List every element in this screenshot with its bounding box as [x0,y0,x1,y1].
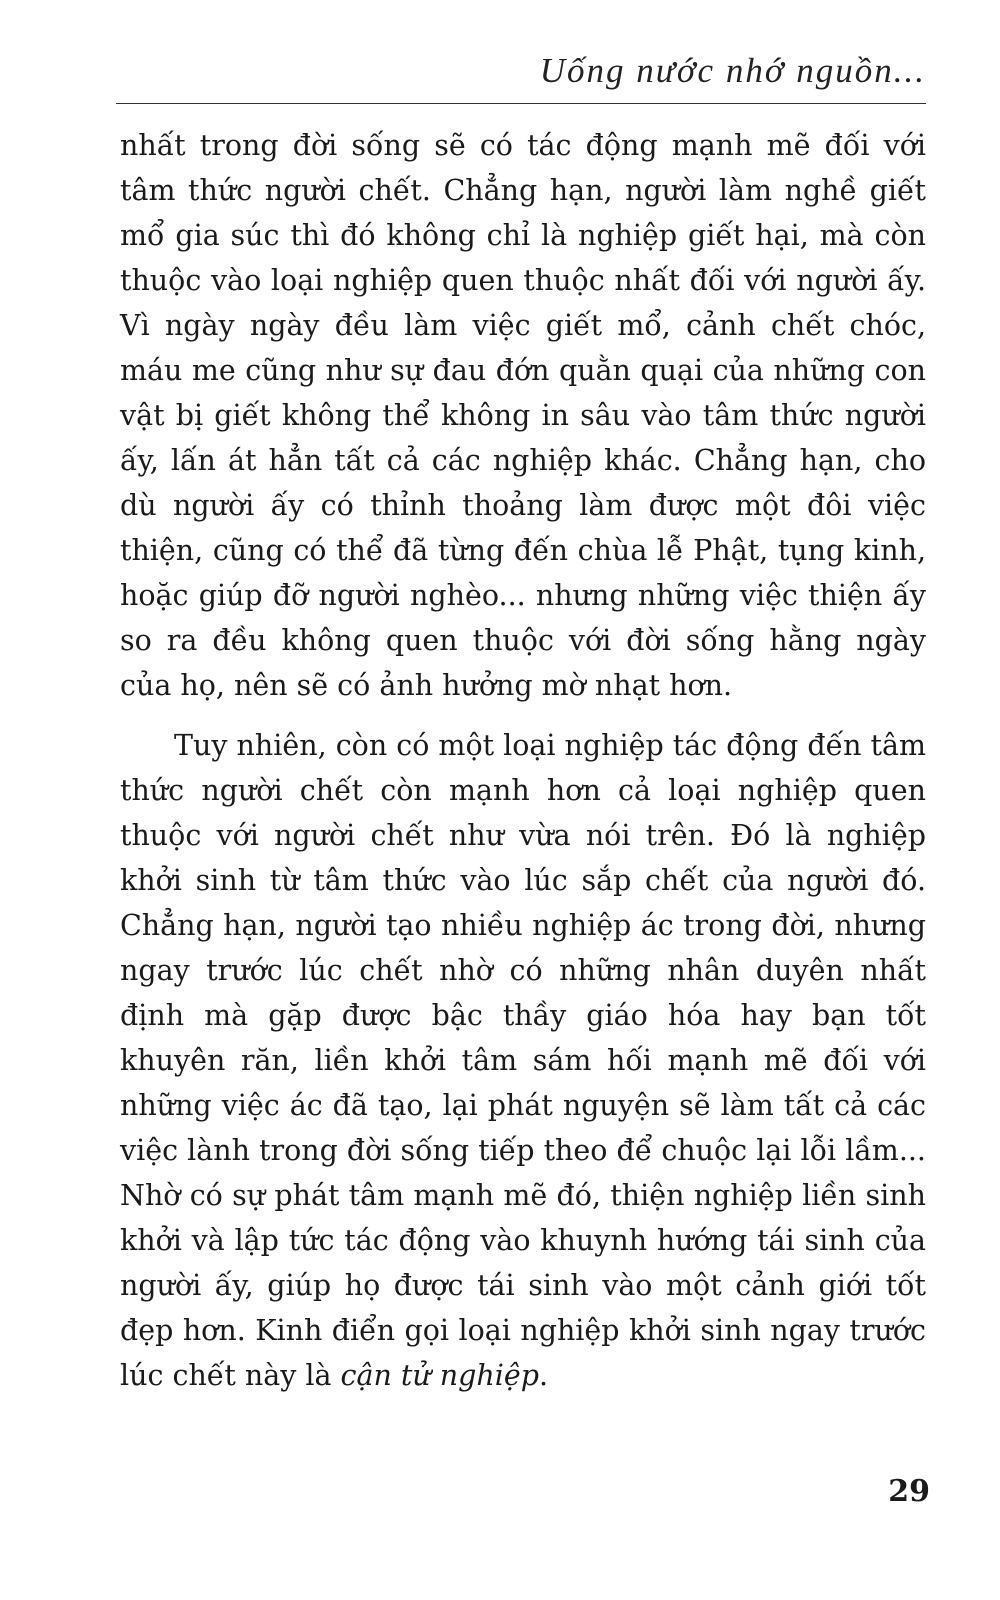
header-divider [116,103,926,104]
paragraph-2-end: . [538,1359,549,1392]
running-header-title: Uống nước nhớ nguồn... [539,51,926,90]
paragraph-2 [120,723,926,1398]
page-number: 29 [888,1474,930,1509]
page-body [120,123,926,1398]
paragraph-2-term: cận tử nghiệp [340,1359,539,1392]
paragraph-2-text: Tuy nhiên, còn có một loại nghiệp tác động đến tâm thức người chết còn mạnh hơn cả loại nghiệp quen thuộc với người chết như vừa nói trên. Đó là nghiệp khởi sinh từ tâm thức vào lúc sắp chết của người đó. Chẳng hạn, người tạo nhiều nghiệp ác trong đời, nhưng ngay trước lúc chết nhờ có những nhân duyên nhất định mà gặp được bậc thầy giáo hóa hay bạn tốt khuyên răn, liền khởi tâm sám hối mạnh mẽ đối với những việc ác đã tạo, lại phát nguyện sẽ làm tất cả các việc lành trong đời sống tiếp theo để chuộc lại lỗi lầm... Nhờ có sự phát tâm mạnh mẽ đó, thiện nghiệp liền sinh khởi và lập tức tác động vào khuynh hướng tái sinh của người ấy, giúp họ được tái sinh vào một cảnh giới tốt đẹp hơn. Kinh điển gọi loại nghiệp khởi sinh ngay trước lúc chết này là [120,729,926,1392]
paragraph-1: nhất trong đời sống sẽ có tác động mạnh mẽ đối với tâm thức người chết. Chẳng hạn, người làm nghề giết mổ gia súc thì đó không chỉ là nghiệp giết hại, mà còn thuộc vào loại nghiệp quen thuộc nhất đối với người ấy. Vì ngày ngày đều làm việc giết mổ, cảnh chết chóc, máu me cũng như sự đau đớn quằn quại của những con vật bị giết không thể không in sâu vào tâm thức người ấy, lấn át hẳn tất cả các nghiệp khác. Chẳng hạn, cho dù người ấy có thỉnh thoảng làm được một đôi việc thiện, cũng có thể đã từng đến chùa lễ Phật, tụng kinh, hoặc giúp đỡ người nghèo... nhưng những việc thiện ấy so ra đều không quen thuộc với đời sống hằng ngày của họ, nên sẽ có ảnh hưởng mờ nhạt hơn. [120,129,926,702]
